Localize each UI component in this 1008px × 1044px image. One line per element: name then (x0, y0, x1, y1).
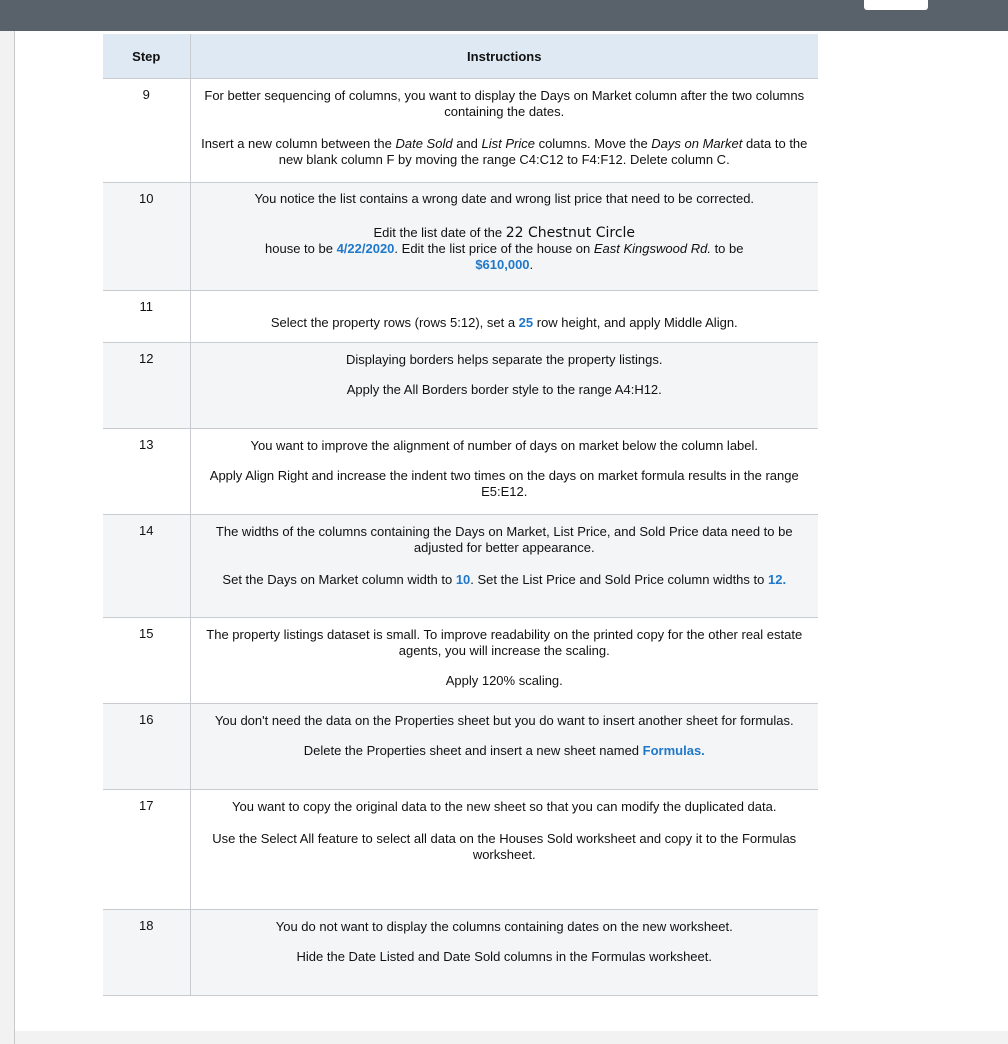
instruction-cell (190, 343, 818, 429)
step-number: 9 (103, 79, 190, 183)
instruction-text: You do not want to display the columns containing dates on the new worksheet. (275, 919, 733, 934)
instruction-text: Displaying borders helps separate the property listings. (345, 352, 663, 367)
table-row-12 (103, 343, 818, 429)
table-row-10 (103, 183, 818, 291)
step-number: 13 (103, 429, 190, 515)
top-toolbar (0, 0, 1008, 31)
instruction-text: Use the Select All feature to select all data on the Houses Sold worksheet and copy it to the Formulas worksheet. (212, 831, 797, 862)
instruction-text: The property listings dataset is small. To improve readability on the printed copy for the other real estate agents, you will increase the scaling. (206, 627, 803, 658)
instruction-cell (190, 790, 818, 910)
step-number: 17 (103, 790, 190, 910)
instruction-text: Set the Days on Market column width to 10. Set the List Price and Sold Price column widths to 12. (222, 572, 787, 587)
header-step: Step (103, 34, 190, 79)
step-number: 10 (103, 183, 190, 291)
table-row-13 (103, 429, 818, 515)
instruction-cell (190, 183, 818, 291)
table-row-18 (103, 910, 818, 996)
step-number: 14 (103, 515, 190, 618)
instruction-text: You don't need the data on the Properties sheet but you do want to insert another sheet for formulas. (214, 713, 794, 728)
instruction-cell (190, 618, 818, 704)
step-number: 15 (103, 618, 190, 704)
table-row-15 (103, 618, 818, 704)
instruction-text: Hide the Date Listed and Date Sold columns in the Formulas worksheet. (296, 949, 712, 964)
instruction-text: Select the property rows (rows 5:12), set a 25 row height, and apply Middle Align. (270, 315, 738, 330)
step-number: 18 (103, 910, 190, 996)
table-header-row (103, 34, 818, 79)
table-row-9 (103, 79, 818, 183)
step-number: 12 (103, 343, 190, 429)
instruction-text: You want to copy the original data to the new sheet so that you can modify the duplicated data. (232, 799, 777, 814)
header-instructions: Instructions (190, 34, 818, 79)
instruction-text: Apply Align Right and increase the indent two times on the days on market formula results in the range E5:E12. (209, 468, 799, 499)
instruction-text: For better sequencing of columns, you want to display the Days on Market column after the two columns containing the dates. (204, 88, 805, 119)
instruction-text: Edit the list date of the 22 Chestnut Circle house to be 4/22/2020. Edit the list price of the house on East Kingswood Rd. to be $610,000. (265, 225, 744, 272)
table-row-16 (103, 704, 818, 790)
instruction-cell (190, 79, 818, 183)
instruction-text: You want to improve the alignment of number of days on market below the column label. (250, 438, 759, 453)
instruction-cell (190, 291, 818, 343)
instruction-text: The widths of the columns containing the Days on Market, List Price, and Sold Price data need to be adjusted for better appearance. (215, 524, 793, 555)
instruction-text: Apply 120% scaling. (445, 673, 563, 688)
instruction-cell (190, 704, 818, 790)
table-row-17 (103, 790, 818, 910)
table-row-14 (103, 515, 818, 618)
step-number: 11 (103, 291, 190, 343)
instruction-cell (190, 429, 818, 515)
toolbar-input-box[interactable] (864, 0, 928, 10)
instruction-cell (190, 515, 818, 618)
instruction-text: Insert a new column between the Date Sold and List Price columns. Move the Days on Market data to the new blank column F by moving the range C4:C12 to F4:F12. Delete column C. (201, 136, 808, 167)
instruction-text: Apply the All Borders border style to the range A4:H12. (346, 382, 662, 397)
instruction-text: You notice the list contains a wrong date and wrong list price that need to be corrected. (254, 191, 755, 206)
instruction-text: Delete the Properties sheet and insert a new sheet named Formulas. (303, 743, 705, 758)
step-number: 16 (103, 704, 190, 790)
table-row-11 (103, 291, 818, 343)
page-bottom-gap (15, 1031, 1008, 1044)
instructions-table (103, 34, 818, 996)
instruction-cell (190, 910, 818, 996)
